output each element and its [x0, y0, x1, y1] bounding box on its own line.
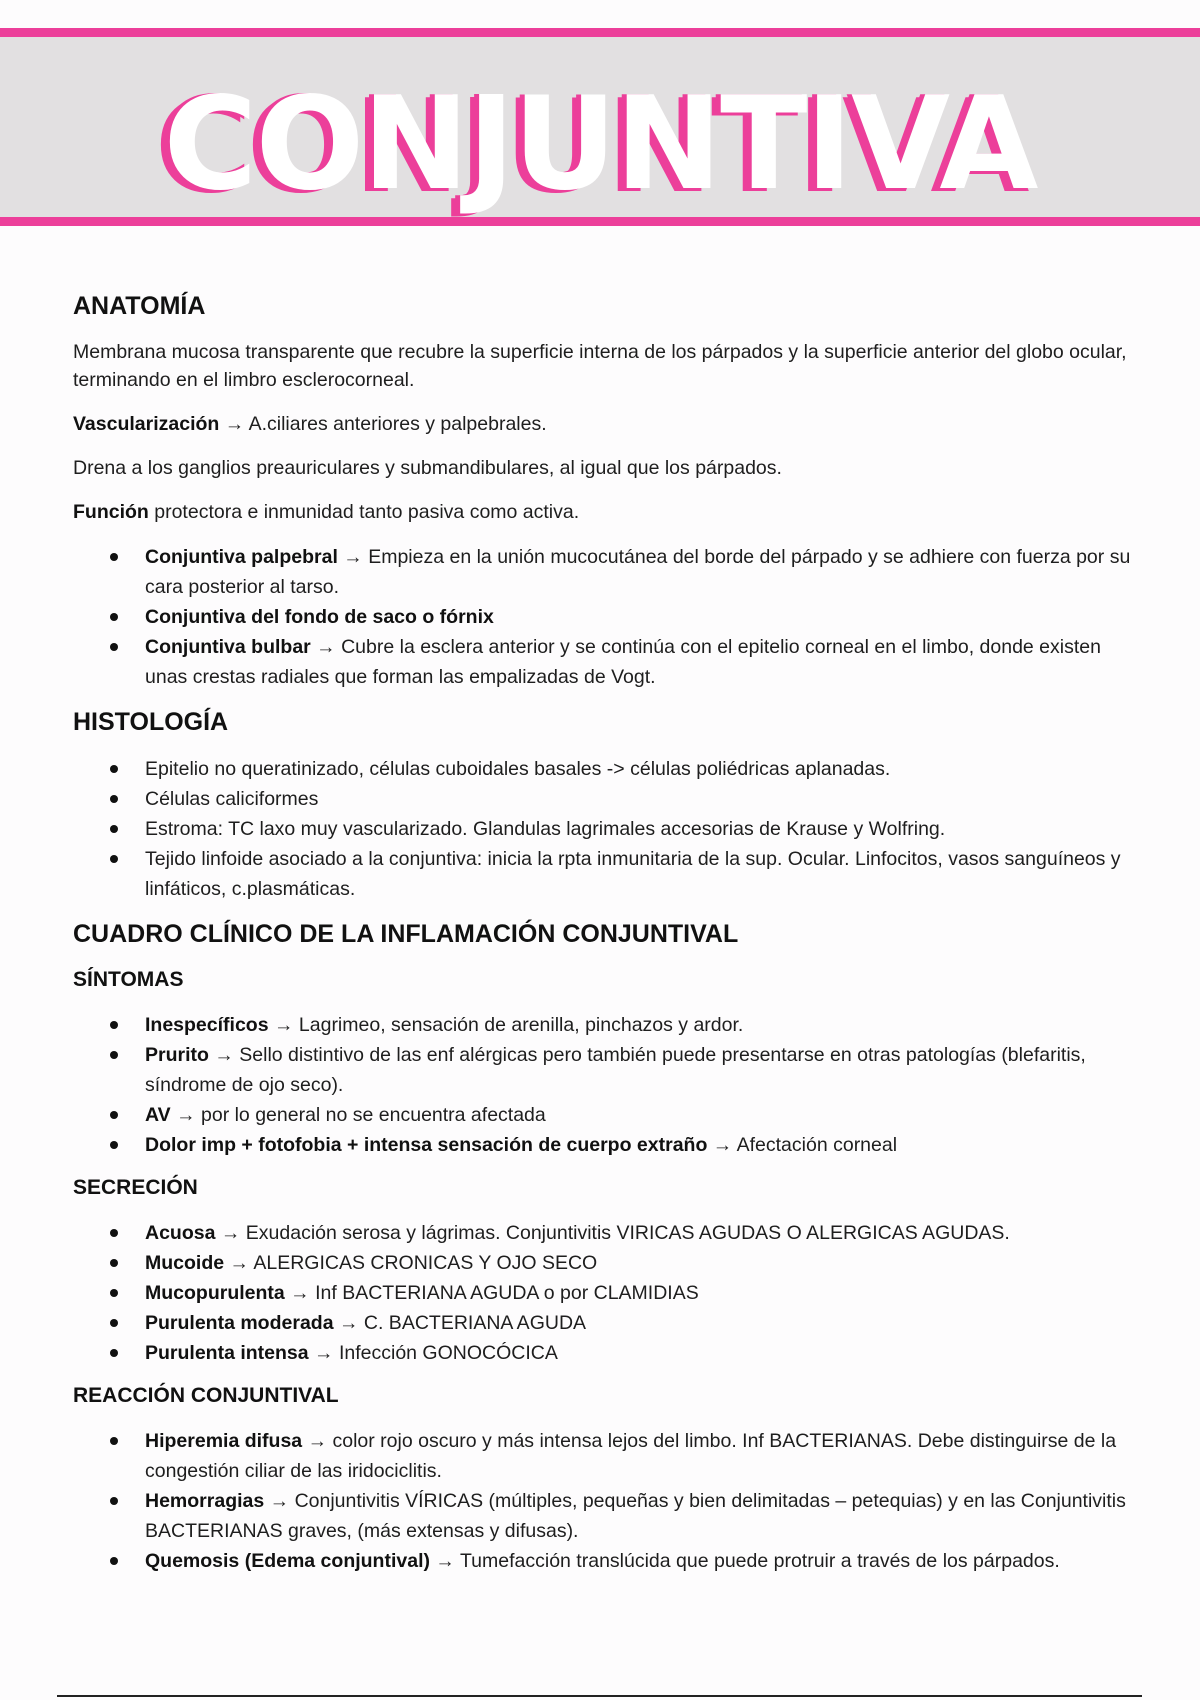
funcion-label: Función: [73, 501, 149, 523]
funcion-line: [73, 498, 1133, 526]
section-heading-histologia: HISTOLOGÍA: [73, 708, 229, 736]
item-text: Cubre la esclera anterior y se continúa con el epitelio corneal en el limbo, donde existen unas crestas radiales que forman las empalizadas de Vogt.: [145, 636, 1101, 688]
item-text: ALERGICAS CRONICAS Y OJO SECO: [253, 1252, 598, 1274]
list-item: Epitelio no queratinizado, células cuboidales basales -> células poliédricas aplanadas.: [145, 754, 1133, 784]
item-label: Acuosa: [145, 1222, 216, 1244]
list-item: [145, 1010, 1133, 1040]
arrow-right-icon: →: [712, 1134, 733, 1156]
arrow-right-icon: →: [224, 413, 245, 435]
arrow-right-icon: →: [229, 1252, 250, 1274]
item-label: Dolor imp + fotofobia + intensa sensación de cuerpo extraño: [145, 1134, 708, 1156]
item-label: Conjuntiva del fondo de saco o fórnix: [145, 606, 494, 628]
page-title: CONJUNTIVA: [163, 70, 1037, 219]
item-text: Inf BACTERIANA AGUDA o por CLAMIDIAS: [315, 1282, 699, 1304]
arrow-right-icon: →: [316, 636, 336, 658]
subheading-sintomas: SÍNTOMAS: [73, 968, 184, 991]
list-item: [145, 632, 1133, 692]
arrow-right-icon: →: [314, 1342, 334, 1364]
arrow-right-icon: →: [176, 1104, 196, 1126]
item-text: Infección GONOCÓCICA: [338, 1342, 558, 1364]
arrow-right-icon: →: [220, 1222, 241, 1244]
vascularizacion-label: Vascularización: [73, 413, 220, 435]
list-item: [145, 1100, 1133, 1130]
item-text: Lagrimeo, sensación de arenilla, pinchazos y ardor.: [298, 1014, 744, 1036]
item-label: Mucoide: [145, 1252, 225, 1274]
anatomia-list: [73, 542, 1133, 692]
vascularizacion-line: [73, 410, 1133, 438]
list-item: [145, 1308, 1133, 1338]
title-banner: [0, 28, 1200, 226]
list-item: Estroma: TC laxo muy vascularizado. Glandulas lagrimales accesorias de Krause y Wolfring.: [145, 814, 1133, 844]
arrow-right-icon: →: [214, 1044, 234, 1066]
arrow-right-icon: →: [307, 1430, 328, 1452]
list-item: [145, 1130, 1133, 1160]
anatomia-description: Membrana mucosa transparente que recubre la superficie interna de los párpados y la superficie anterior del globo ocular, terminando en el limbro esclerocorneal.: [73, 341, 1127, 391]
list-item: [145, 1248, 1133, 1278]
arrow-right-icon: →: [435, 1550, 455, 1572]
item-text: color rojo oscuro y más intensa lejos del limbo. Inf BACTERIANAS. Debe distinguirse de la congestión ciliar de las iridociclitis.: [145, 1430, 1117, 1482]
item-text: Empieza en la unión mucocutánea del borde del párpado y se adhiere con fuerza por su cara posterior al tarso.: [145, 546, 1131, 598]
item-text: Afectación corneal: [736, 1134, 898, 1156]
item-label: Hiperemia difusa: [145, 1430, 303, 1452]
subheading-reaccion: REACCIÓN CONJUNTIVAL: [73, 1384, 339, 1407]
subheading-secrecion: SECRECIÓN: [73, 1176, 198, 1199]
list-item: [145, 542, 1133, 602]
list-item: [145, 1546, 1133, 1576]
item-text: C. BACTERIANA AGUDA: [363, 1312, 587, 1334]
item-text: Tumefacción translúcida que puede protruir a través de los párpados.: [459, 1550, 1060, 1572]
arrow-right-icon: →: [343, 546, 363, 568]
list-item: [145, 1426, 1133, 1486]
section-heading-anatomia: ANATOMÍA: [73, 292, 206, 320]
list-item: [145, 1486, 1133, 1546]
list-item: Tejido linfoide asociado a la conjuntiva: inicia la rpta inmunitaria de la sup. Ocular. Linfocitos, vasos sanguíneos y linfáticos, c.plasmáticas.: [145, 844, 1133, 904]
histologia-list: [73, 754, 1133, 904]
drenaje-line: Drena a los ganglios preauriculares y submandibulares, al igual que los párpados.: [73, 457, 782, 479]
item-label: Hemorragias: [145, 1490, 265, 1512]
arrow-right-icon: →: [273, 1014, 294, 1036]
reaccion-list: [73, 1426, 1133, 1576]
item-label: Purulenta intensa: [145, 1342, 309, 1364]
item-label: Mucopurulenta: [145, 1282, 285, 1304]
arrow-right-icon: →: [290, 1282, 310, 1304]
item-text: por lo general no se encuentra afectada: [201, 1104, 546, 1126]
footer-divider: [57, 1695, 1142, 1697]
vascularizacion-text: A.ciliares anteriores y palpebrales.: [248, 413, 547, 435]
list-item: [145, 1218, 1133, 1248]
item-label: AV: [145, 1104, 171, 1126]
item-label: Purulenta moderada: [145, 1312, 334, 1334]
item-label: Quemosis (Edema conjuntival): [145, 1550, 430, 1572]
list-item: Células caliciformes: [145, 784, 1133, 814]
item-label: Conjuntiva bulbar: [145, 636, 311, 658]
sintomas-list: [73, 1010, 1133, 1160]
list-item: [145, 1278, 1133, 1308]
secrecion-list: [73, 1218, 1133, 1368]
funcion-text: protectora e inmunidad tanto pasiva como activa.: [154, 501, 580, 523]
item-text: Conjuntivitis VÍRICAS (múltiples, pequeñas y bien delimitadas – petequias) y en las Conjuntivitis BACTERIANAS graves, (más extensas y difusas).: [145, 1490, 1126, 1542]
item-label: Prurito: [145, 1044, 209, 1066]
list-item: [145, 1040, 1133, 1100]
document-body: [73, 290, 1133, 1590]
item-label: Inespecíficos: [145, 1014, 269, 1036]
section-heading-cuadro-clinico: CUADRO CLÍNICO DE LA INFLAMACIÓN CONJUNTIVAL: [73, 920, 739, 948]
list-item: [145, 1338, 1133, 1368]
arrow-right-icon: →: [269, 1490, 290, 1512]
item-text: Sello distintivo de las enf alérgicas pero también puede presentarse en otras patologías (blefaritis, síndrome de ojo seco).: [145, 1044, 1086, 1096]
item-text: Exudación serosa y lágrimas. Conjuntivitis VIRICAS AGUDAS O ALERGICAS AGUDAS.: [245, 1222, 1010, 1244]
arrow-right-icon: →: [338, 1312, 359, 1334]
item-label: Conjuntiva palpebral: [145, 546, 338, 568]
list-item: [145, 602, 1133, 632]
